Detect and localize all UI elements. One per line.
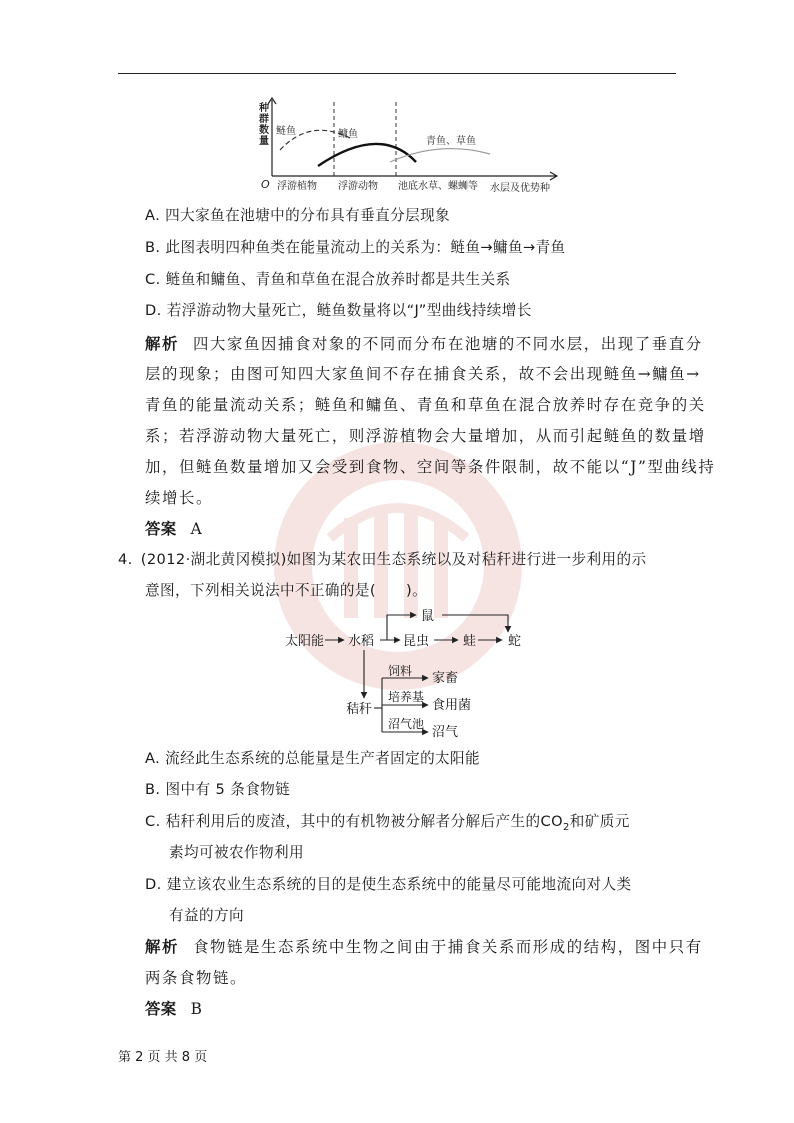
page-footer: 第 2 页 共 8 页 [118,1050,208,1065]
curve-label-silver-carp: 鲢鱼 [276,126,296,137]
use-medium: 培养基 [388,690,425,704]
q3-analysis-line-2: 层的现象；由图可知四大家鱼间不存在捕食关系，故不会出现鲢鱼→鳙鱼→ [145,365,701,383]
q3-option-b: B. 此图表明四种鱼类在能量流动上的关系为：鲢鱼→鳙鱼→青鱼 [145,239,566,256]
x-label-phytoplankton: 浮游植物 [277,181,317,192]
product-livestock: 家畜 [432,671,459,686]
node-frog: 蛙 [463,634,477,649]
product-biogas: 沼气 [432,725,459,738]
q3-analysis-line-5: 加，但鲢鱼数量增加又会受到食物、空间等条件限制，故不能以“J”型曲线持 [145,458,716,476]
header-rule [118,73,676,74]
x-label-bottom: 池底水草、螺蛳等 [398,181,478,192]
x-label-zooplankton: 浮游动物 [338,181,378,192]
node-mouse: 鼠 [421,609,435,624]
node-insect: 昆虫 [403,634,430,649]
q4-option-c: C. 秸秆利用后的废渣，其中的有机物被分解者分解后产生的$CO_2$和矿质元 [145,813,630,833]
q4-analysis-line-1: 解析 食物链是生态系统中生物之间由于捕食关系而形成的结构，图中只有 [145,938,703,956]
node-solar-energy: 太阳能 [285,634,325,649]
q4-stem-line-2: 意图，下列相关说法中不正确的是( )。 [145,582,428,599]
q3-answer: 答案 A [145,520,203,538]
node-rice: 水稻 [348,634,375,649]
q4-option-c-cont: 素均可被农作物利用 [169,844,304,861]
agroecosystem-diagram [282,608,534,738]
q4-answer: 答案 B [145,1000,203,1018]
q4-stem-line-1: 4. (2012·湖北黄冈模拟)如图为某农田生态系统以及对秸秆进行进一步利用的示 [118,551,647,568]
q4-option-d-cont: 有益的方向 [169,907,244,924]
q3-option-c: C. 鲢鱼和鳙鱼、青鱼和草鱼在混合放养时都是共生关系 [145,271,511,288]
node-straw: 秸秆 [346,702,373,717]
x-axis-label: 水层及优势种 [490,183,550,194]
q3-analysis-line-1: 解析 四大家鱼因捕食对象的不同而分布在池塘的不同水层，出现了垂直分 [145,335,703,353]
q4-analysis-line-2: 两条食物链。 [145,969,247,987]
q3-option-d: D. 若浮游动物大量死亡，鲢鱼数量将以“J”型曲线持续增长 [145,302,532,319]
q3-analysis-line-3: 青鱼的能量流动关系；鲢鱼和鳙鱼、青鱼和草鱼在混合放养时存在竞争的关 [145,396,706,414]
origin-label: O [261,178,270,191]
node-snake: 蛇 [508,634,522,649]
product-fungi: 食用菌 [432,698,472,713]
use-digester: 沼气池 [388,717,425,731]
q4-option-b: B. 图中有 5 条食物链 [145,781,291,798]
q3-option-a: A. 四大家鱼在池塘中的分布具有垂直分层现象 [145,207,451,224]
fish-distribution-figure [250,96,562,196]
q4-option-d: D. 建立该农业生态系统的目的是使生态系统中的能量尽可能地流向对人类 [145,876,632,893]
curve-label-bighead-carp: 鳙鱼 [338,129,358,140]
q4-option-a: A. 流经此生态系统的总能量是生产者固定的太阳能 [145,750,481,767]
curve-label-black-grass-carp: 青鱼、草鱼 [426,136,476,147]
y-axis-label: 种群数量 [256,102,268,146]
q3-analysis-line-4: 系；若浮游动物大量死亡，则浮游植物会大量增加，从而引起鲢鱼的数量增 [145,427,706,445]
use-fodder: 饲料 [388,664,413,678]
q3-analysis-line-6: 续增长。 [145,489,213,507]
